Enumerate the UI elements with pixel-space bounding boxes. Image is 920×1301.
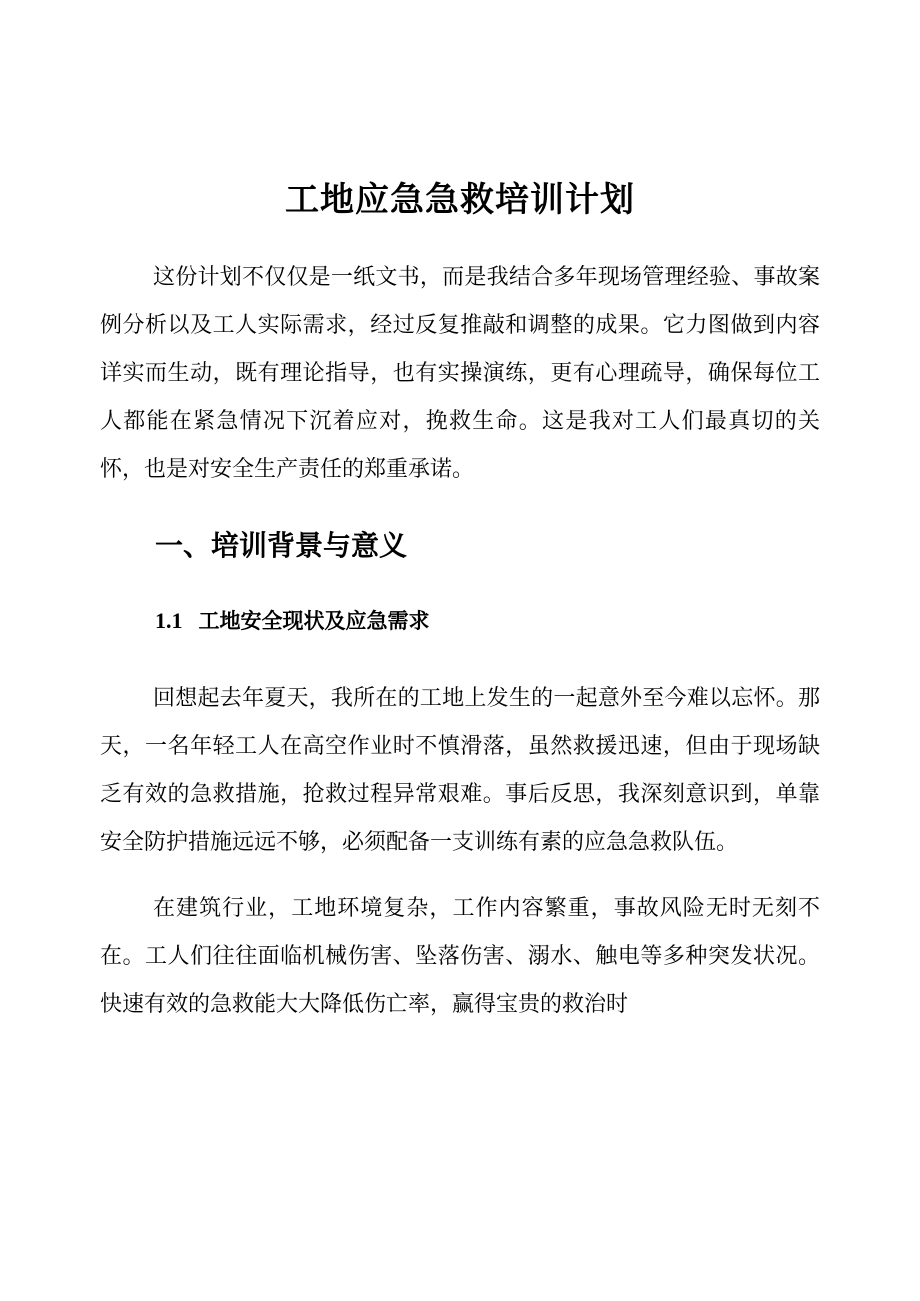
text-line: 快速有效的急救能大大降低伤亡率，赢得宝贵的救治时 — [100, 991, 629, 1016]
text-line: 安全防护措施远远不够，必须配备一支训练有素的应急急救队伍。 — [100, 829, 739, 854]
subsection-heading — [155, 606, 820, 637]
paragraph-industry-risks — [100, 884, 820, 1028]
text-line: 这份计划不仅仅是一纸文书，而是我结合多年现场管理经验、事故案 — [153, 264, 820, 289]
text-line: 在。工人们往往面临机械伤害、坠落伤害、溺水、触电等多种突发状况。 — [100, 943, 820, 968]
intro-paragraph — [100, 253, 820, 493]
subsection-number: 1.1 — [155, 608, 183, 633]
text-line: 乏有效的急救措施，抢救过程异常艰难。事后反思，我深刻意识到，单靠 — [100, 781, 820, 806]
text-line: 人都能在紧急情况下沉着应对，挽救生命。这是我对工人们最真切的关 — [100, 408, 820, 433]
paragraph-accident-story — [100, 674, 820, 866]
section-heading: 一、培训背景与意义 — [155, 530, 408, 561]
text-line: 例分析以及工人实际需求，经过反复推敲和调整的成果。它力图做到内容 — [100, 312, 820, 337]
text-line: 在建筑行业，工地环境复杂，工作内容繁重，事故风险无时无刻不 — [153, 895, 820, 920]
document-title: 工地应急急救培训计划 — [285, 181, 635, 219]
text-line: 回想起去年夏天，我所在的工地上发生的一起意外至今难以忘怀。那 — [153, 685, 820, 710]
text-line: 天，一名年轻工人在高空作业时不慎滑落，虽然救援迅速，但由于现场缺 — [100, 733, 820, 758]
subsection-title: 工地安全现状及应急需求 — [198, 610, 430, 633]
text-line: 详实而生动，既有理论指导，也有实操演练，更有心理疏导，确保每位工 — [100, 360, 820, 385]
text-line: 怀，也是对安全生产责任的郑重承诺。 — [100, 456, 475, 481]
